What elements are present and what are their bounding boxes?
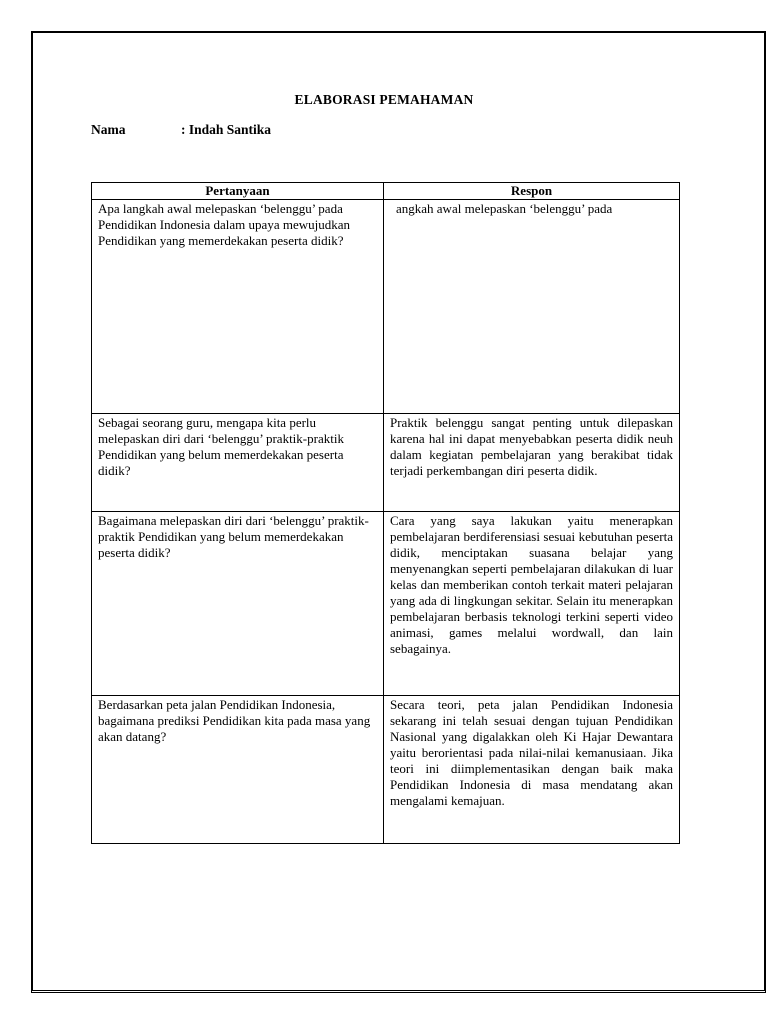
qa-table (91, 182, 680, 844)
table-header-row (92, 183, 680, 200)
question-cell: Berdasarkan peta jalan Pendidikan Indonesia, bagaimana prediksi Pendidikan kita pada masa yang akan datang? (92, 696, 384, 844)
name-line (91, 122, 271, 138)
name-label: Nama (91, 122, 126, 137)
document-title: ELABORASI PEMAHAMAN (294, 92, 474, 107)
name-value: : Indah Santika (181, 122, 272, 137)
response-cell: angkah awal melepaskan ‘belenggu’ pada (384, 200, 680, 414)
table-row (92, 696, 680, 844)
question-cell: Apa langkah awal melepaskan ‘belenggu’ pada Pendidikan Indonesia dalam upaya mewujudkan Pendidikan yang memerdekakan peserta didik? (92, 200, 384, 414)
table-row (92, 414, 680, 512)
table-row (92, 512, 680, 696)
table-row (92, 200, 680, 414)
question-cell: Sebagai seorang guru, mengapa kita perlu melepaskan diri dari ‘belenggu’ praktik-praktik Pendidikan yang belum memerdekakan peserta didik? (92, 414, 384, 512)
response-cell: Secara teori, peta jalan Pendidikan Indonesia sekarang ini telah sesuai dengan tujuan Pendidikan Nasional yang digalakkan oleh Ki Hajar Dewantara yaitu berorientasi pada nilai-nilai kemanusiaan. Jika teori ini diimplementasikan dengan baik maka Pendidikan Indonesia di masa mendatang akan mengalami kemajuan. (384, 696, 680, 844)
header-respon: Respon (384, 183, 680, 200)
response-cell: Cara yang saya lakukan yaitu menerapkan pembelajaran berdiferensiasi sesuai kebutuhan peserta didik, menciptakan suasana belajar yang menyenangkan seperti pembelajaran dilakukan di luar kelas dan memberikan contoh terkait materi pelajaran yang ada di lingkungan sekitar. Selain itu menerapkan pembelajaran berbasis teknologi terkini seperti video animasi, games melalui wordwall, dan lain sebagainya. (384, 512, 680, 696)
response-cell: Praktik belenggu sangat penting untuk dilepaskan karena hal ini dapat menyebabkan peserta didik neuh dalam kegiatan pembelajaran yang berakibat tidak terjadi perkembangan diri peserta didik. (384, 414, 680, 512)
header-pertanyaan: Pertanyaan (92, 183, 384, 200)
question-cell: Bagaimana melepaskan diri dari ‘belenggu’ praktik-praktik Pendidikan yang belum memerdekakan peserta didik? (92, 512, 384, 696)
